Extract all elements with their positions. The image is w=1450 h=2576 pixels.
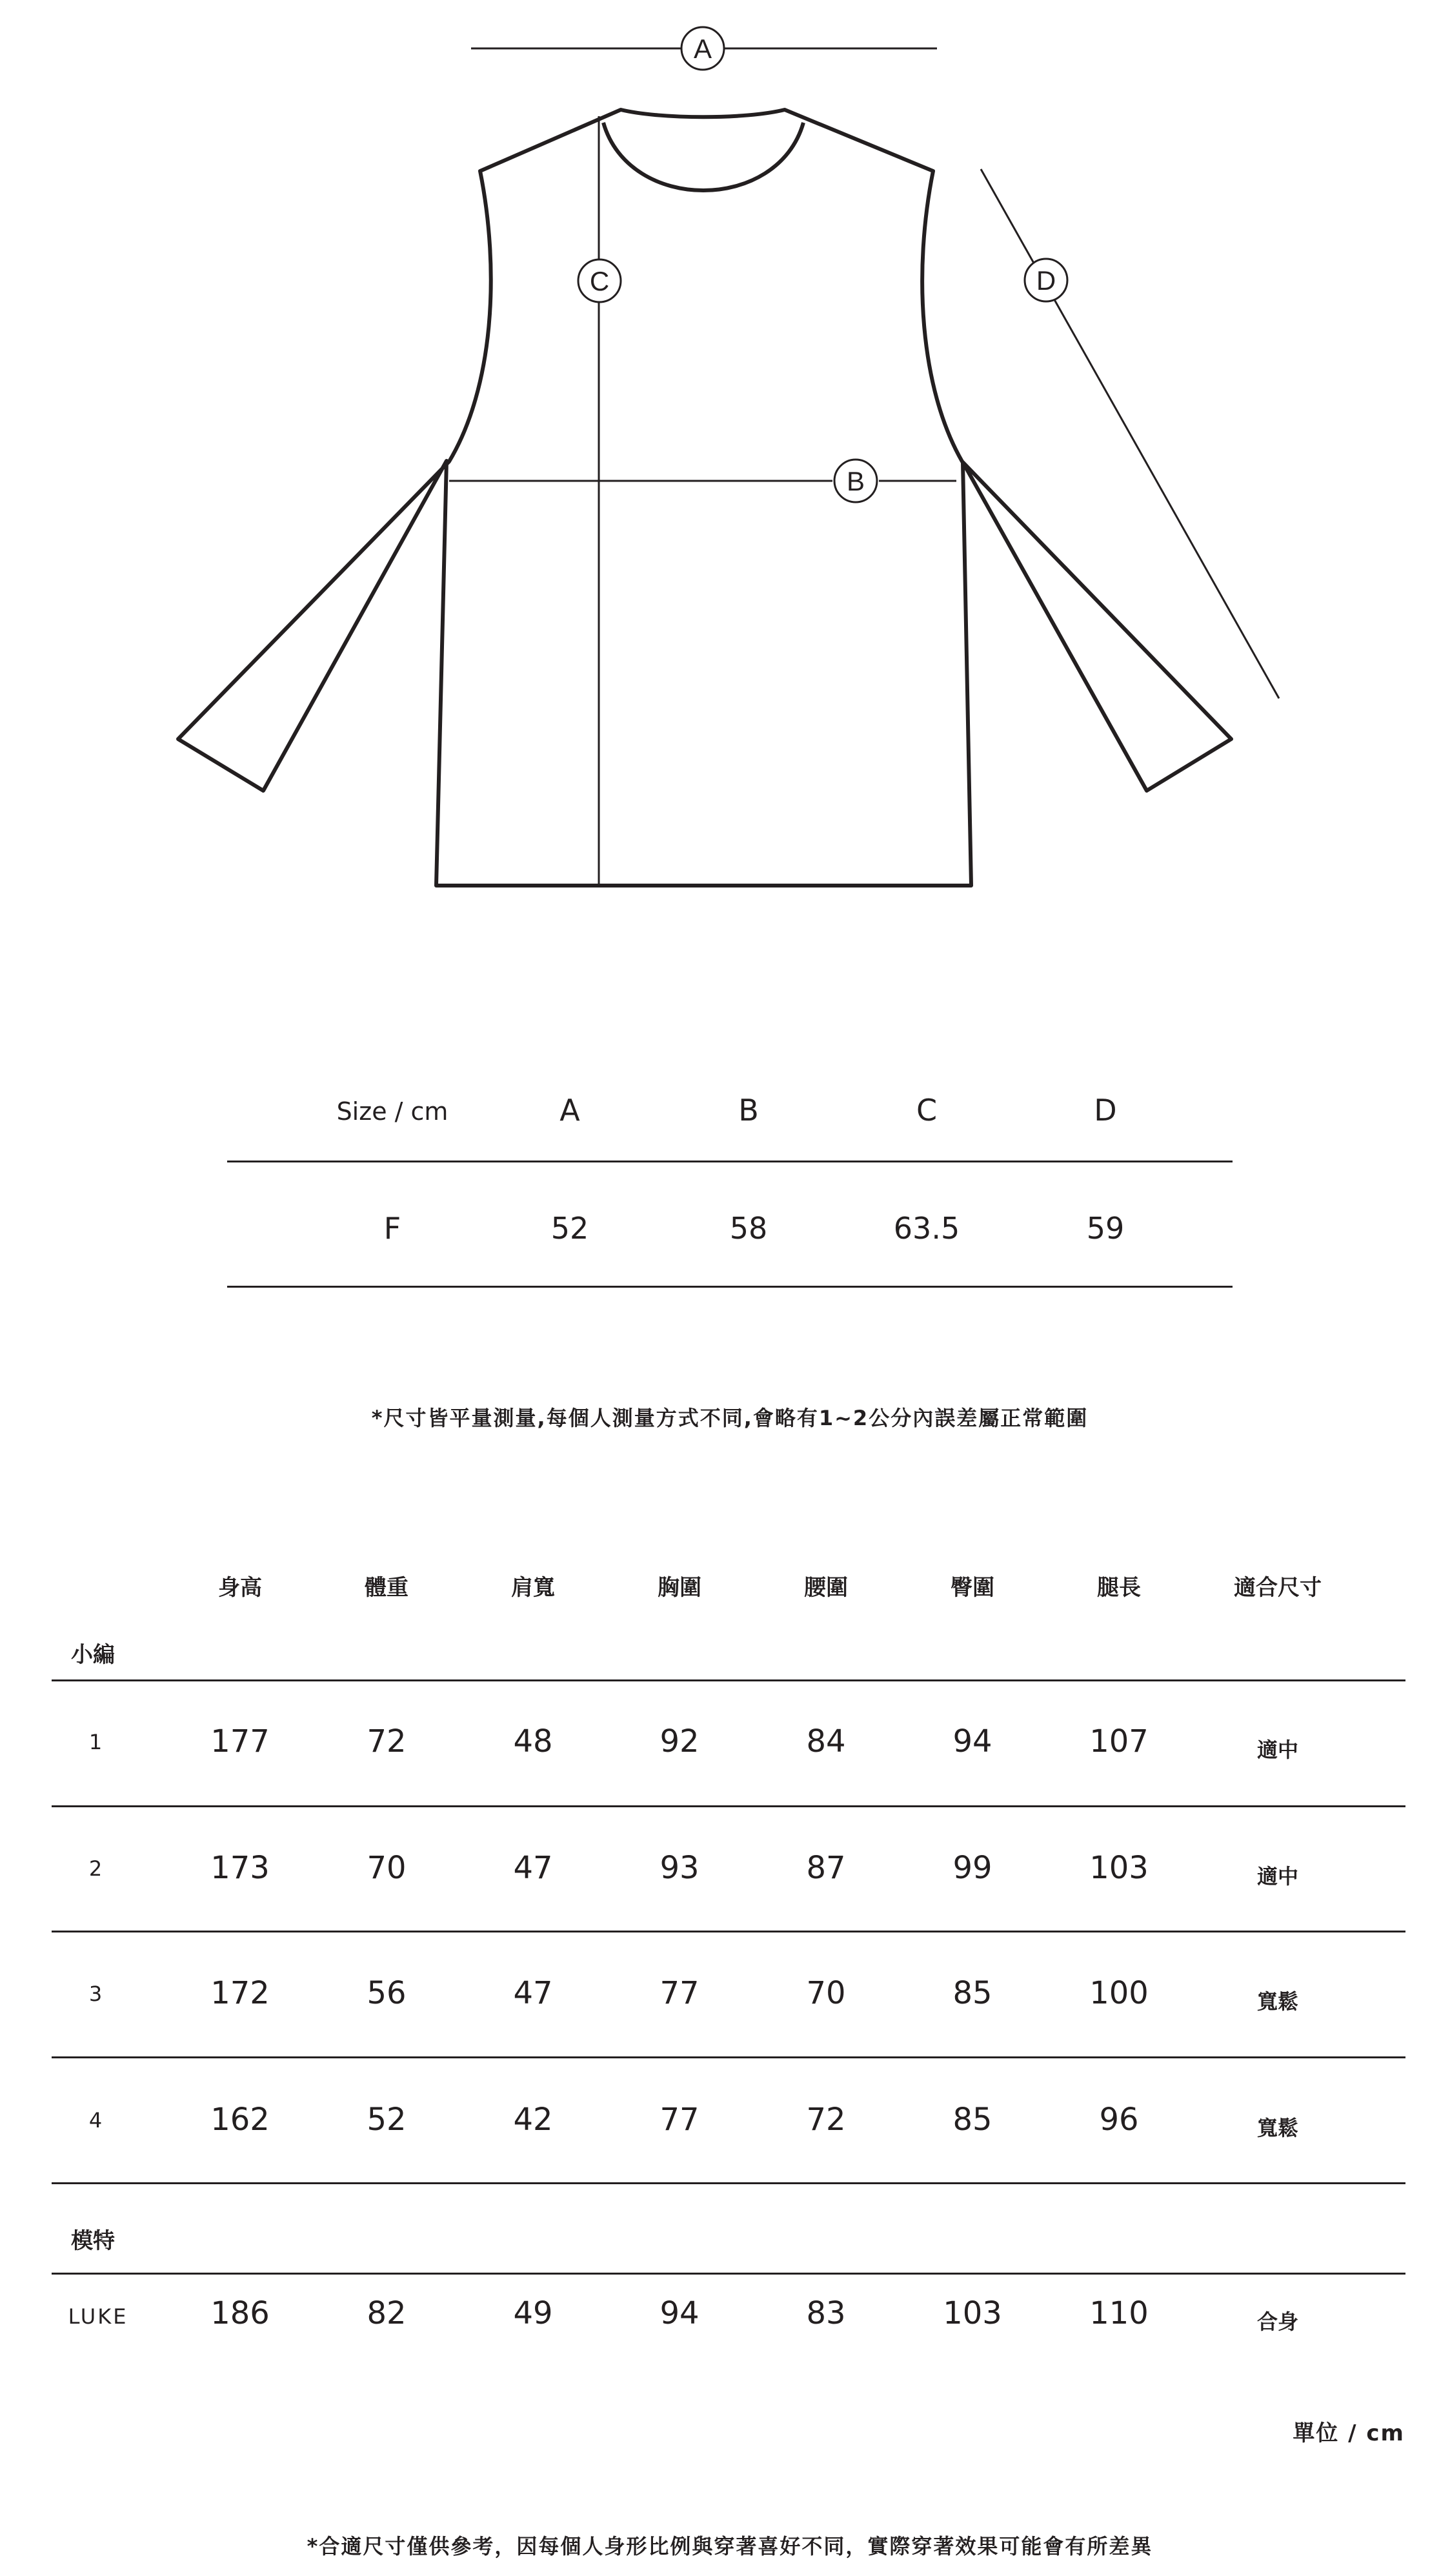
cell-chest: 77 [660,1975,700,2011]
cell-height: 186 [210,2295,270,2331]
model-divider-top [52,2273,1405,2275]
row-divider [52,2182,1405,2184]
model-section-label: 模特 [71,2228,115,2254]
size-row-f-b: 58 [729,1211,768,1246]
garment-outline [178,110,1231,886]
row-id: 4 [88,2108,103,2133]
cell-leg: 100 [1089,1975,1149,2011]
cell-waist: 87 [806,1850,846,1886]
cell-hip: 85 [952,2102,992,2138]
col-hip: 臀圍 [951,1575,994,1601]
row-id: LUKE [68,2304,128,2329]
row-divider [52,2056,1405,2058]
row-id: 2 [88,1856,103,1881]
cell-fit: 適中 [1256,1864,1299,1889]
cell-chest: 92 [660,1723,700,1760]
size-row-f-d: 59 [1086,1211,1125,1246]
cell-leg: 107 [1089,1723,1149,1760]
col-shoulder: 肩寬 [511,1575,555,1601]
col-height: 身高 [218,1575,262,1601]
neck-rib [603,123,803,190]
cell-leg: 103 [1089,1850,1149,1886]
cell-weight: 82 [367,2295,407,2331]
marker-c-label: C [589,266,610,296]
cell-weight: 56 [367,1975,407,2011]
cell-waist: 84 [806,1723,846,1760]
row-id: 1 [88,1730,103,1754]
cell-fit: 寬鬆 [1256,2116,1299,2140]
cell-height: 162 [210,2102,270,2138]
size-row-f-a: 52 [550,1211,589,1246]
cell-leg: 96 [1099,2102,1139,2138]
marker-a-label: A [693,34,712,64]
marker-b-label: B [846,466,865,496]
cell-shoulder: 48 [513,1723,553,1760]
cell-fit: 適中 [1256,1738,1299,1762]
cell-chest: 93 [660,1850,700,1886]
cell-chest: 77 [660,2102,700,2138]
measurement-note: *尺寸皆平量測量,每個人測量方式不同,會略有1~2公分內誤差屬正常範圍 [371,1406,1089,1430]
size-header-label: Size / cm [336,1097,448,1126]
cell-fit: 合身 [1256,2309,1299,2334]
size-row-f-label: F [383,1211,401,1246]
col-chest: 胸圍 [658,1575,701,1601]
size-table-divider-top [227,1161,1233,1162]
unit-label: 單位 / cm [1293,2420,1405,2446]
cell-shoulder: 47 [513,1850,553,1886]
measure-line-d [981,169,1279,698]
size-row-f-c: 63.5 [893,1211,960,1246]
cell-hip: 85 [952,1975,992,2011]
col-leg: 腿長 [1097,1575,1141,1601]
long-sleeve-tee-diagram [0,0,1450,936]
size-col-c: C [916,1093,938,1128]
cell-shoulder: 49 [513,2295,553,2331]
cell-height: 172 [210,1975,270,2011]
cell-waist: 83 [806,2295,846,2331]
cell-weight: 52 [367,2102,407,2138]
col-fit: 適合尺寸 [1234,1575,1322,1601]
cell-fit: 寬鬆 [1256,1989,1299,2014]
cell-height: 173 [210,1850,270,1886]
cell-shoulder: 47 [513,1975,553,2011]
cell-hip: 99 [952,1850,992,1886]
size-col-a: A [559,1093,580,1128]
row-divider [52,1931,1405,1932]
col-weight: 體重 [365,1575,408,1601]
cell-height: 177 [210,1723,270,1760]
cell-leg: 110 [1089,2295,1149,2331]
staff-section-label: 小編 [71,1642,115,1668]
size-table-divider-bottom [227,1286,1233,1288]
marker-d-label: D [1036,265,1056,296]
col-waist: 腰圍 [804,1575,848,1601]
cell-shoulder: 42 [513,2102,553,2138]
cell-waist: 70 [806,1975,846,2011]
cell-waist: 72 [806,2102,846,2138]
staff-divider-top [52,1679,1405,1681]
size-col-d: D [1094,1093,1117,1128]
size-col-b: B [738,1093,759,1128]
cell-weight: 70 [367,1850,407,1886]
cell-hip: 94 [952,1723,992,1760]
cell-hip: 103 [943,2295,1002,2331]
cell-chest: 94 [660,2295,700,2331]
footer-note: *合適尺寸僅供參考，因每個人身形比例與穿著喜好不同，實際穿著效果可能會有所差異 [307,2534,1153,2559]
row-divider [52,1805,1405,1807]
cell-weight: 72 [367,1723,407,1760]
row-id: 3 [88,1982,103,2006]
